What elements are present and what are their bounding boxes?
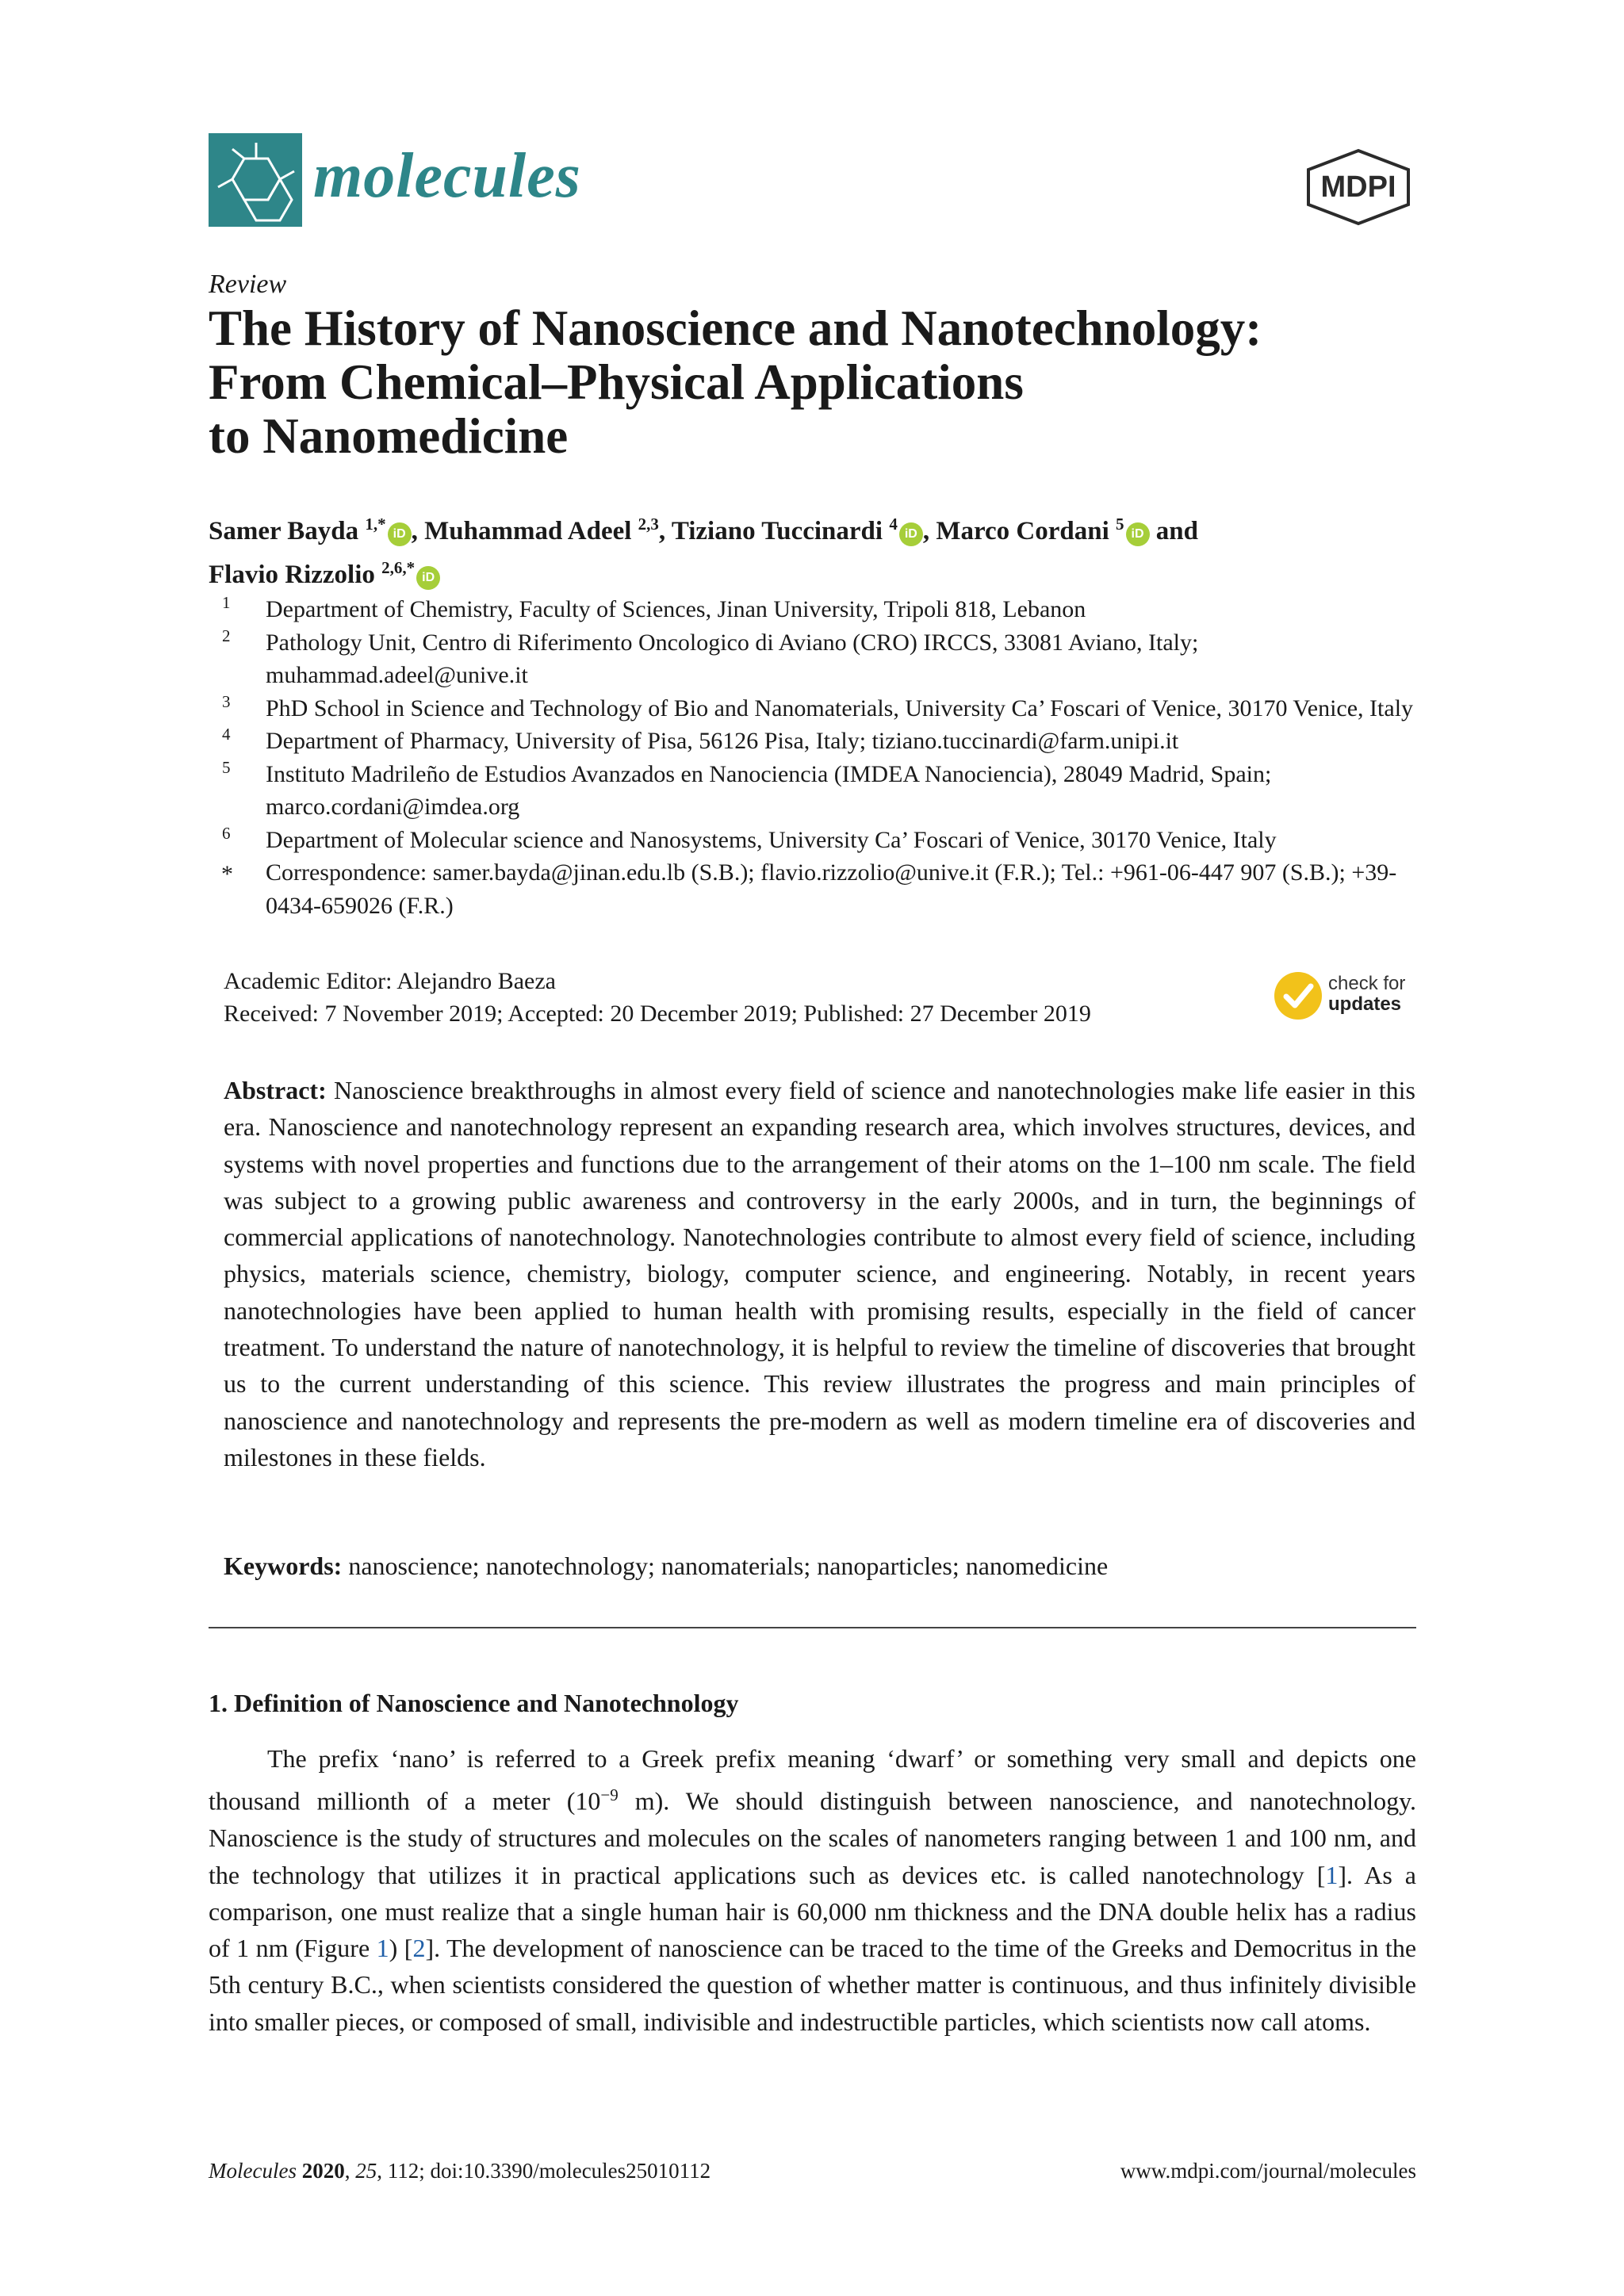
check-updates-label bbox=[1328, 974, 1405, 1015]
body-text: ) [ bbox=[389, 1934, 413, 1963]
author-affil-sup: 2,6,* bbox=[381, 558, 416, 577]
affiliation-text: Pathology Unit, Centro di Riferimento Oncologico di Aviano (CRO) IRCCS, 33081 Aviano, Italy; muhammad.adeel@unive.it bbox=[266, 629, 1199, 688]
author-separator: , bbox=[658, 517, 672, 545]
author-name[interactable]: Muhammad Adeel bbox=[424, 517, 632, 545]
author-name[interactable]: Flavio Rizzolio bbox=[209, 561, 375, 589]
check-updates-line1: check for bbox=[1328, 973, 1406, 994]
check-updates-line2: updates bbox=[1328, 993, 1402, 1015]
affiliation-number: 6 bbox=[222, 823, 231, 843]
article-type: Review bbox=[209, 270, 287, 299]
affiliation-item bbox=[209, 824, 1446, 857]
abstract-label: Abstract: bbox=[224, 1076, 327, 1104]
keywords bbox=[224, 1548, 1415, 1584]
body-text: ]. As a comparison, one must realize that a single human hair is 60,000 nm thickness and the DNA double helix has a radius of 1 nm (Figure bbox=[209, 1860, 1417, 1963]
author-affil-sup: 4 bbox=[889, 515, 898, 534]
author-separator: , bbox=[411, 517, 425, 545]
section-divider bbox=[209, 1627, 1416, 1628]
author-name[interactable]: Marco Cordani bbox=[936, 517, 1109, 545]
affiliation-text: PhD School in Science and Technology of Bio and Nanomaterials, University Ca’ Foscari of Venice, 30170 Venice, Italy bbox=[266, 695, 1414, 721]
correspondence-text: Correspondence: samer.bayda@jinan.edu.lb (S.B.); flavio.rizzolio@unive.it (F.R.); Tel.: +961-06-447 907 (S.B.); +39-0434-659026 (F.R.) bbox=[266, 859, 1397, 919]
citation-footer: Molecules 2020, 25, 112; doi:10.3390/molecules25010112 bbox=[209, 2159, 711, 2183]
reference-link[interactable]: 1 bbox=[1325, 1860, 1339, 1889]
affiliation-item bbox=[209, 692, 1446, 725]
affiliation-number: 1 bbox=[222, 593, 231, 612]
body-text: m). We should distinguish between nanoscience, and nanotechnology. Nanoscience is the study of structures and molecules on the scales of nanometers ranging between 1 and 100 nm, and the technology that utilizes it in practical applications such as devices etc. is called nanotechnology [ bbox=[209, 1786, 1417, 1889]
publication-dates: Received: 7 November 2019; Accepted: 20 December 2019; Published: 27 December 2019 bbox=[224, 1001, 1091, 1027]
affiliation-number: 5 bbox=[222, 757, 231, 777]
correspondence-marker: * bbox=[221, 861, 233, 887]
journal-name: molecules bbox=[313, 141, 581, 211]
affiliation-list bbox=[209, 593, 1446, 922]
orcid-icon[interactable]: iD bbox=[1126, 522, 1150, 546]
body-text: The prefix ‘nano’ is referred to a Greek prefix meaning ‘dwarf’ or something very small and depicts one thousand millionth of a meter (10 bbox=[209, 1744, 1416, 1816]
affiliation-text: Instituto Madrileño de Estudios Avanzados en Nanociencia (IMDEA Nanociencia), 28049 Madrid, Spain; marco.cordani@imdea.org bbox=[266, 760, 1272, 820]
body-paragraph bbox=[209, 1740, 1416, 2040]
figure-link[interactable]: 1 bbox=[376, 1934, 389, 1963]
footer-journal: Molecules bbox=[209, 2159, 297, 2183]
orcid-icon[interactable]: iD bbox=[416, 566, 440, 590]
keywords-label: Keywords: bbox=[224, 1552, 343, 1580]
affiliation-number: 3 bbox=[222, 691, 231, 711]
correspondence-item bbox=[209, 856, 1446, 922]
author-separator: and bbox=[1149, 517, 1198, 545]
journal-url[interactable]: www.mdpi.com/journal/molecules bbox=[1120, 2159, 1416, 2183]
title-line: to Nanomedicine bbox=[209, 408, 569, 464]
section-heading: 1. Definition of Nanoscience and Nanotechnology bbox=[209, 1689, 739, 1717]
affiliation-text: Department of Molecular science and Nanosystems, University Ca’ Foscari of Venice, 30170 Venice, Italy bbox=[266, 826, 1277, 853]
affiliation-text: Department of Chemistry, Faculty of Sciences, Jinan University, Tripoli 818, Lebanon bbox=[266, 596, 1086, 622]
footer-year: 2020 bbox=[301, 2159, 345, 2183]
abstract bbox=[224, 1072, 1415, 1475]
orcid-icon[interactable]: iD bbox=[388, 522, 412, 546]
author-list bbox=[209, 506, 1446, 593]
affiliation-item bbox=[209, 626, 1446, 692]
author-affil-sup: 5 bbox=[1116, 515, 1124, 534]
academic-editor: Academic Editor: Alejandro Baeza bbox=[224, 968, 556, 994]
abstract-text: Nanoscience breakthroughs in almost every field of science and nanotechnologies make life easier in this era. Nanoscience and nanotechnology represent an expanding research area, which involves structures, devices, and systems with novel properties and functions due to the arrangement of their atoms on the 1–100 nm scale. The field was subject to a growing public awareness and controversy in the early 2000s, and in turn, the beginnings of commercial applications of nanotechnology. Nanotechnologies contribute to almost every field of science, including physics, materials science, chemistry, biology, computer science, and engineering. Notably, in recent years nanotechnologies have been applied to human health with promising results, especially in the field of cancer treatment. To understand the nature of nanotechnology, it is helpful to review the timeline of discoveries that brought us to the current understanding of this science. This review illustrates the progress and main principles of nanoscience and nanotechnology and represents the pre-modern as well as modern timeline era of discoveries and milestones in these fields. bbox=[224, 1076, 1416, 1471]
journal-logo-icon bbox=[209, 133, 302, 227]
author-affil-sup: 2,3 bbox=[638, 515, 659, 534]
affiliation-text: Department of Pharmacy, University of Pisa, 56126 Pisa, Italy; tiziano.tuccinardi@farm.unipi.it bbox=[266, 728, 1179, 754]
article-title bbox=[209, 301, 1477, 463]
mdpi-logo-text: MDPI bbox=[1320, 170, 1396, 204]
author-name[interactable]: Tiziano Tuccinardi bbox=[671, 517, 883, 545]
affiliation-number: 4 bbox=[222, 725, 231, 744]
editor-dates-block bbox=[224, 965, 1254, 1030]
affiliation-number: 2 bbox=[222, 626, 231, 645]
reference-link[interactable]: 2 bbox=[412, 1934, 426, 1963]
mdpi-logo-icon bbox=[1300, 147, 1416, 227]
author-separator: , bbox=[922, 517, 936, 545]
affiliation-item bbox=[209, 725, 1446, 758]
author-affil-sup: 1,* bbox=[365, 515, 386, 534]
footer-volume: 25 bbox=[355, 2159, 377, 2183]
title-line: The History of Nanoscience and Nanotechnology: bbox=[209, 300, 1262, 356]
title-line: From Chemical–Physical Applications bbox=[209, 354, 1024, 410]
author-name[interactable]: Samer Bayda bbox=[209, 517, 359, 545]
exponent: −9 bbox=[600, 1785, 619, 1805]
affiliation-item bbox=[209, 758, 1446, 824]
keywords-text: nanoscience; nanotechnology; nanomaterials; nanoparticles; nanomedicine bbox=[348, 1552, 1109, 1580]
orcid-icon[interactable]: iD bbox=[899, 522, 923, 546]
body-text: ]. The development of nanoscience can be traced to the time of the Greeks and Democritus in the 5th century B.C., when scientists considered the question of whether matter is continuous, and thus infinitely divisible into smaller pieces, or composed of small, indivisible and indestructible particles, which scientists now call atoms. bbox=[209, 1934, 1417, 2036]
footer-doi: , 112; doi:10.3390/molecules25010112 bbox=[377, 2159, 711, 2183]
affiliation-item bbox=[209, 593, 1446, 626]
checkmark-icon bbox=[1274, 972, 1322, 1020]
check-for-updates-button[interactable] bbox=[1274, 970, 1422, 1023]
